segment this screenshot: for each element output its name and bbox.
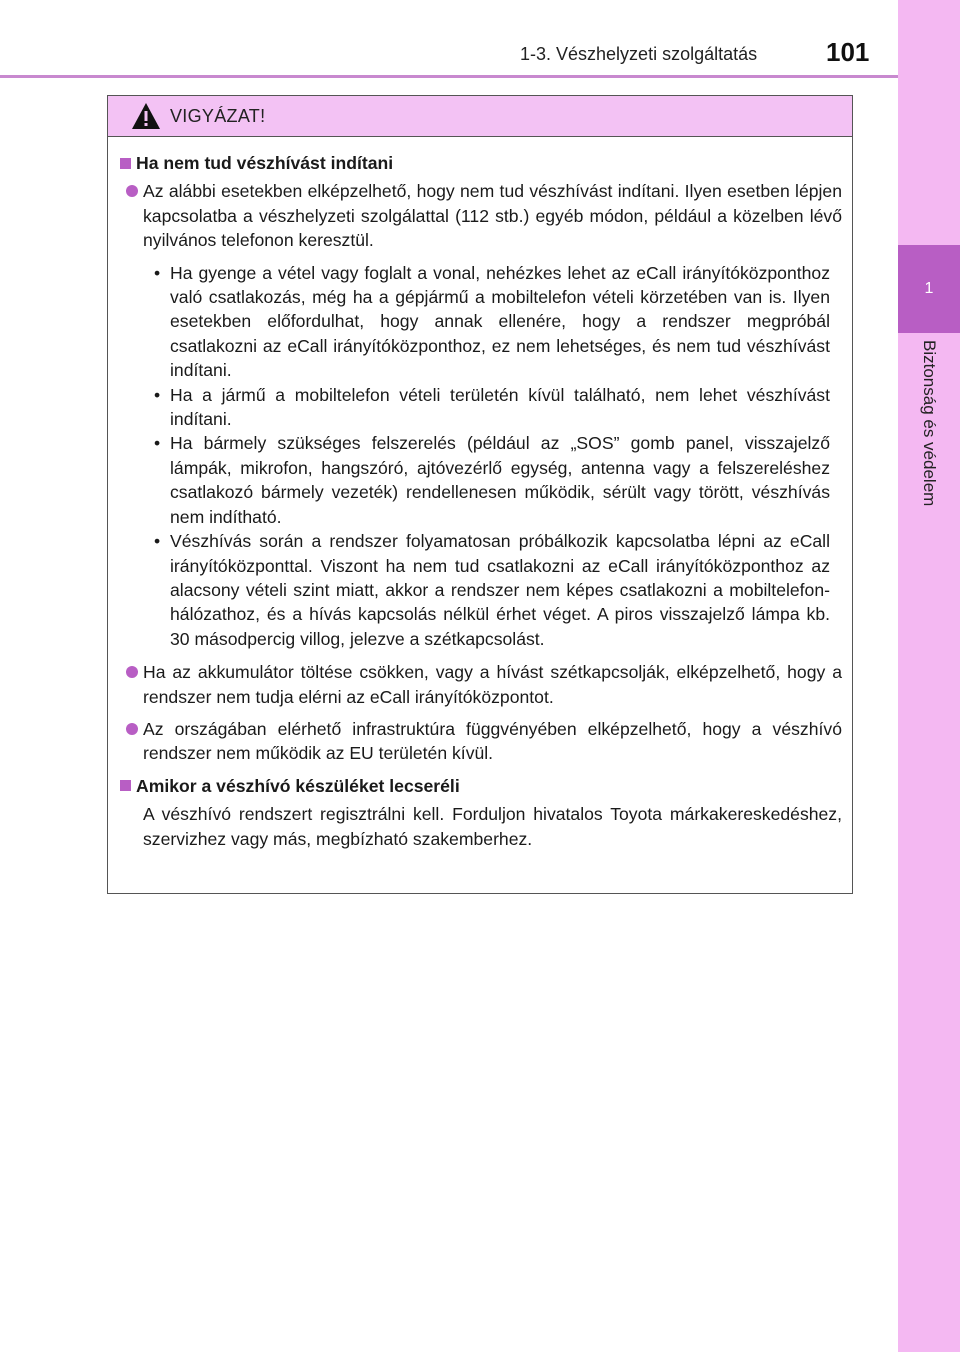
chapter-number: 1 <box>898 245 960 333</box>
chapter-side-tab <box>898 0 960 1352</box>
sub-list-item: • Ha gyenge a vétel vagy foglalt a vonal, nehézkes lehet az eCall irányítóközponthoz való csatlakozás, még ha a gépjármű a mobiltelefon vételi körzetében van is. Ilyen esetekben előfordulhat, hogy annak ellenére, hogy a rendszer megpróbál csatlakozni az eCall irányítóközponthoz, ez nem lehetséges, és nem tud vészhívást indítani. <box>154 262 830 381</box>
round-bullet-icon <box>126 666 138 678</box>
sub-list-item: • Vészhívás során a rendszer folyamatosan próbálkozik kapcsolatba lépni az eCall irányítóközponttal. Viszont ha nem tud csatlakozni az eCall irányítóközponthoz az alacsony vételi szint miatt, akkor a rendszer nem képes csatlakozni a mobiltelefon-hálózathoz, és a hívás kapcsolás nélkül érhet véget. A piros visszajelző lámpa kb. 30 másodpercig villog, jelezve a szétkapcsolást. <box>154 531 830 649</box>
header-divider <box>0 75 898 78</box>
square-bullet-icon <box>120 780 131 791</box>
chapter-title: Biztonság és védelem <box>920 340 939 507</box>
round-bullet-icon <box>126 723 138 735</box>
warning-body <box>108 137 852 851</box>
warning-header <box>108 96 852 137</box>
sub-list <box>120 261 842 652</box>
section-heading: Amikor a vészhívó készüléket lecseréli <box>120 774 842 798</box>
list-item: Az alábbi esetekben elképzelhető, hogy nem tud vészhívást indítani. Ilyen esetben lépjen kapcsolatba a vészhelyzeti szolgálattal (112 stb.) egyéb módon, például a közelben lévő nyilvános telefonon keresztül. <box>120 179 842 252</box>
page-number: 101 <box>826 37 870 67</box>
warning-title: VIGYÁZAT! <box>170 105 266 126</box>
sub-list-item: • Ha bármely szükséges felszerelés (például az „SOS” gomb panel, visszajelző lámpák, mikrofon, hangszóró, ajtóvezérlő egység, antenna vagy a felszereléshez csatlakozó bármely vezeték) rendellenesen működik, sérült vagy törött, vészhívás nem indítható. <box>154 433 830 527</box>
sub-list-item: • Ha a jármű a mobiltelefon vételi területén kívül található, nem lehet vészhívást indítani. <box>154 384 830 430</box>
warning-box <box>107 95 853 894</box>
list-item: Ha az akkumulátor töltése csökken, vagy a hívást szétkapcsolják, elképzelhető, hogy a rendszer nem tudja elérni az eCall irányítóközpontot. <box>120 660 842 709</box>
section-heading: Ha nem tud vészhívást indítani <box>120 151 842 175</box>
warning-triangle-icon <box>130 101 162 131</box>
section-paragraph: A vészhívó rendszert regisztrálni kell. Forduljon hivatalos Toyota márkakereskedéshez, szervizhez vagy más, megbízható szakemberhez. <box>143 804 842 849</box>
round-bullet-icon <box>126 185 138 197</box>
section-title: 1-3. Vészhelyzeti szolgáltatás <box>520 44 758 64</box>
square-bullet-icon <box>120 158 131 169</box>
list-item: Az országában elérhető infrastruktúra függvényében elképzelhető, hogy a vészhívó rendszer nem működik az EU területén kívül. <box>120 717 842 766</box>
